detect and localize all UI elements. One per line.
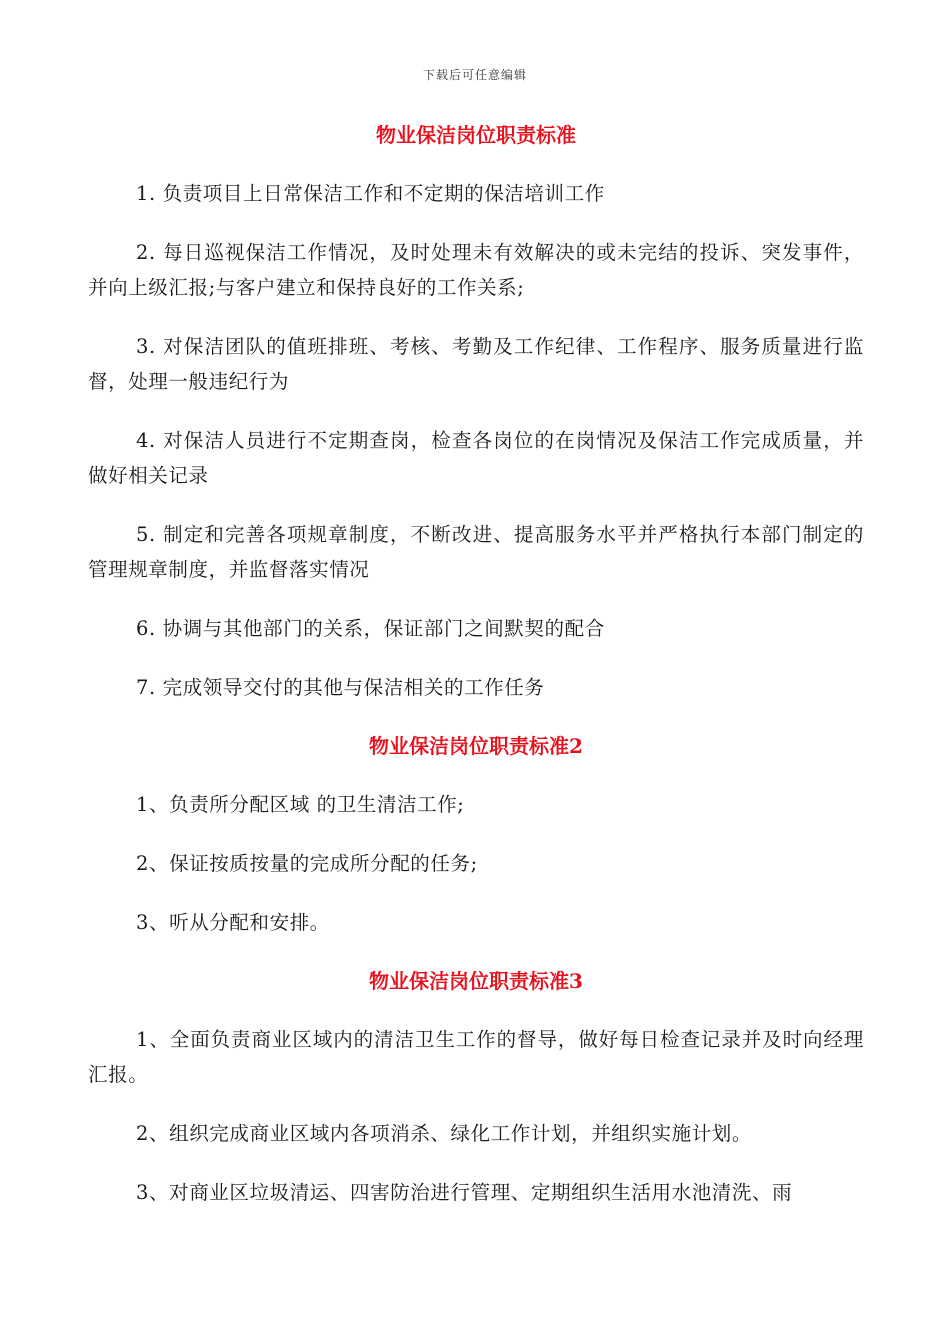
section-3 [88, 964, 864, 1210]
list-item: 2、组织完成商业区域内各项消杀、绿化工作计划，并组织实施计划。 [136, 1122, 753, 1145]
list-item: 6. 协调与其他部门的关系，保证部门之间默契的配合 [136, 617, 605, 640]
section-title: 物业保洁岗位职责标准3 [369, 969, 583, 993]
list-item: 5. 制定和完善各项规章制度，不断改进、提高服务水平并严格执行本部门制定的管理规章制度，并监督落实情况 [88, 523, 864, 581]
section-title: 物业保洁岗位职责标准 [376, 123, 576, 147]
list-item: 1. 负责项目上日常保洁工作和不定期的保洁培训工作 [136, 182, 605, 205]
list-item: 2、保证按质按量的完成所分配的任务; [136, 852, 478, 875]
list-item: 3. 对保洁团队的值班排班、考核、考勤及工作纪律、工作程序、服务质量进行监督，处理一般违纪行为 [88, 335, 864, 393]
section-title: 物业保洁岗位职责标准2 [369, 734, 583, 758]
list-item: 4. 对保洁人员进行不定期查岗，检查各岗位的在岗情况及保洁工作完成质量，并做好相关记录 [88, 429, 864, 487]
document-body [88, 118, 864, 1234]
list-item: 1、负责所分配区域 的卫生清洁工作; [136, 793, 465, 816]
section-1 [88, 118, 864, 705]
list-item: 3、对商业区垃圾清运、四害防治进行管理、定期组织生活用水池清洗、雨 [136, 1181, 793, 1204]
header-note: 下载后可任意编辑 [422, 68, 527, 82]
list-item: 2. 每日巡视保洁工作情况，及时处理未有效解决的或未完结的投诉、突发事件，并向上级汇报;与客户建立和保持良好的工作关系; [88, 241, 864, 299]
list-item: 7. 完成领导交付的其他与保洁相关的工作任务 [136, 676, 545, 699]
list-item: 1、全面负责商业区域内的清洁卫生工作的督导，做好每日检查记录并及时向经理汇报。 [88, 1028, 864, 1086]
list-item: 3、听从分配和安排。 [136, 911, 330, 934]
section-2 [88, 729, 864, 940]
